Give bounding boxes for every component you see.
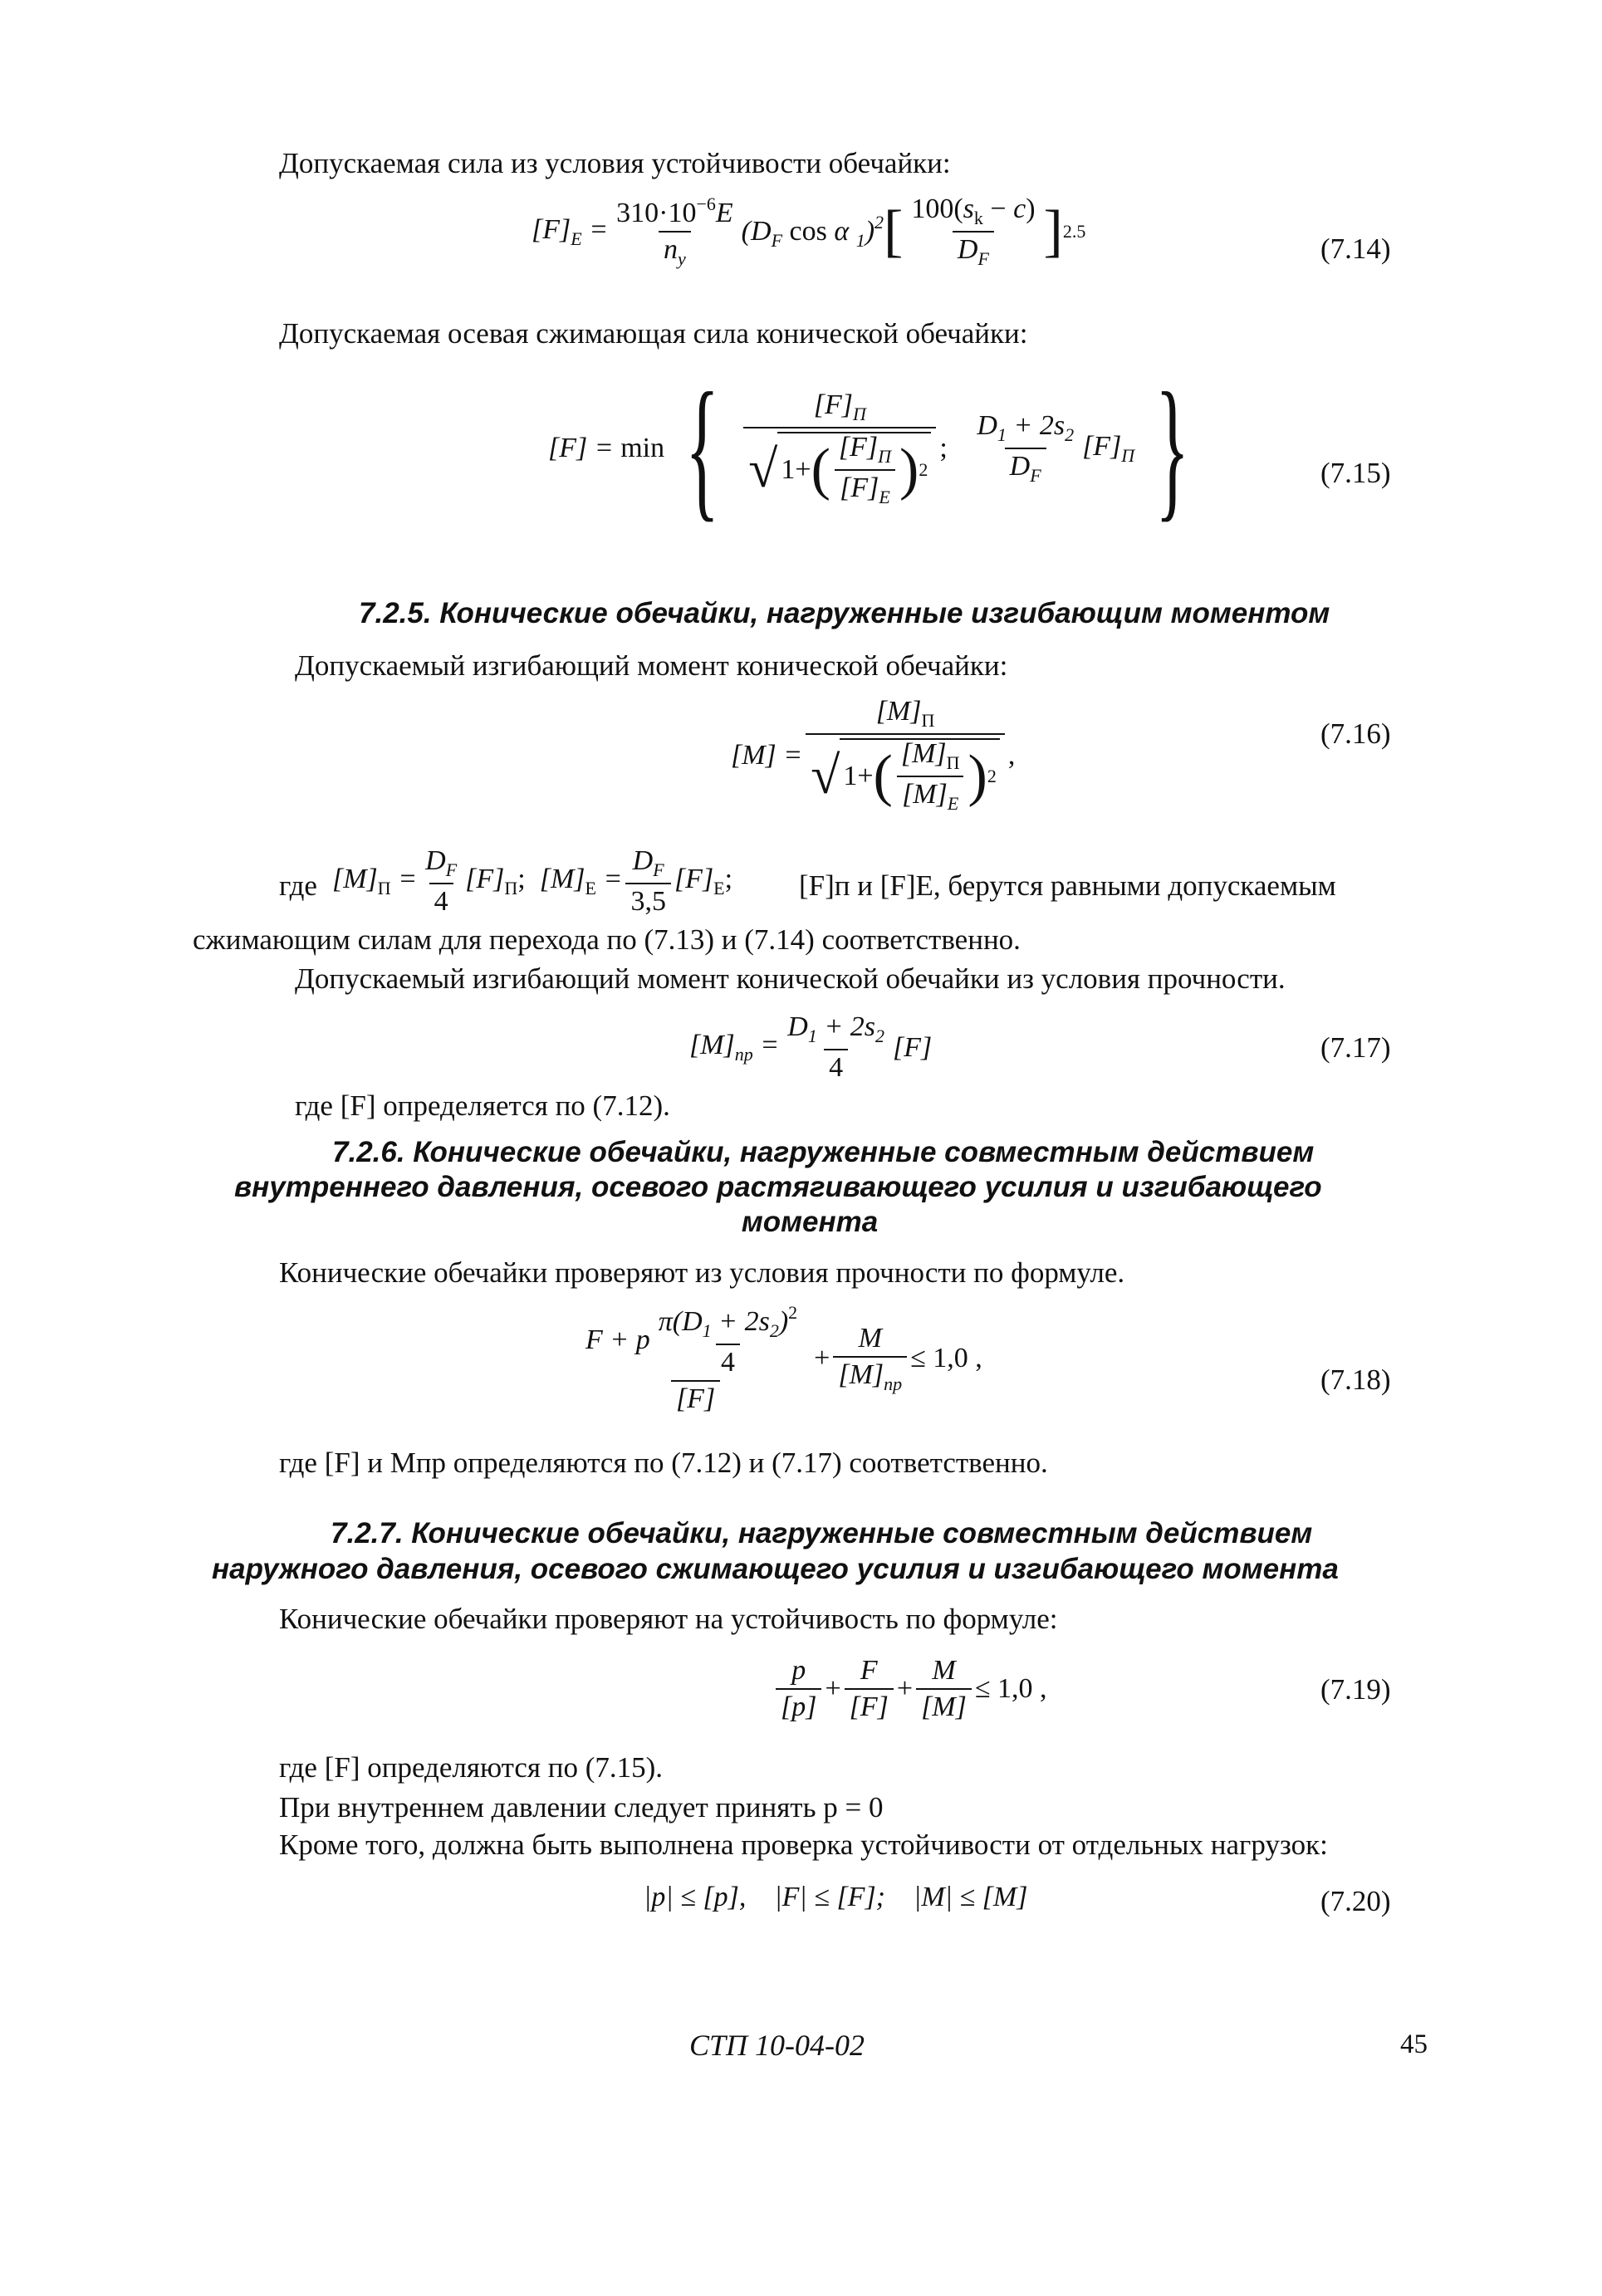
where-text-7-16: [F]п и [F]Е, берутся равными допускаемым (799, 869, 1336, 902)
formula-7-19: $\frac{p}{[p]}$ + $\frac{F}{[F]}$ + $\frac{M}{[M]}$ ≤ 1,0 , (772, 1657, 1047, 1721)
formula-where-moments: $[M]_П$ = $\frac{D_F}{4}$ $[F]_П$; $[M]_Е$ = $\frac{D_F}{3,5}$ $[F]_Е$; (332, 845, 733, 917)
paragraph-bending-moment: Допускаемый изгибающий момент конической обечайки: (295, 649, 1008, 682)
eq-number-7-15: (7.15) (1320, 457, 1391, 489)
section-heading-7-2-7-line1: 7.2.7. Конические обечайки, нагруженные совместным действием (331, 1517, 1313, 1549)
paragraph-stability-force: Допускаемая сила из условия устойчивости обечайки: (279, 147, 951, 179)
where-7-18: где [F] и Mпр определяются по (7.12) и (7.17) соответственно. (279, 1447, 1048, 1479)
where-7-17: где [F] определяется по (7.12). (295, 1089, 670, 1122)
eq-number-7-18: (7.18) (1320, 1363, 1391, 1396)
formula-7-16: [M] = $[M]_П$ √ 1+ ( $\frac{[M]_П}{[M]_E}$ ) 2 , (731, 696, 1016, 814)
footer-document-code: СТП 10-04-02 (689, 2029, 865, 2062)
section-heading-7-2-6-line2: внутреннего давления, осевого растягивающего усилия и изгибающего (234, 1171, 1322, 1203)
section-heading-7-2-6-line3: момента (741, 1206, 879, 1238)
paragraph-separate-loads: Кроме того, должна быть выполнена проверка устойчивости от отдельных нагрузок: (279, 1828, 1328, 1861)
paragraph-axial-force: Допускаемая осевая сжимающая сила конической обечайки: (279, 317, 1028, 350)
paragraph-strength-check: Конические обечайки проверяют из условия прочности по формуле. (279, 1256, 1125, 1289)
eq-number-7-17: (7.17) (1320, 1031, 1391, 1064)
eq-number-7-19: (7.19) (1320, 1673, 1391, 1706)
paragraph-stability-check: Конические обечайки проверяют на устойчивость по формуле: (279, 1603, 1058, 1635)
section-heading-7-2-6-line1: 7.2.6. Конические обечайки, нагруженные совместным действием (332, 1136, 1315, 1168)
formula-7-15: [F] = min { $[F]_П$ √ 1+ ( $\frac{[F]_П}{[F]_E}$ ) 2 ; $\frac{D_1 + 2s_2}{D_F}$ $[F]_П$ } (548, 361, 1190, 536)
where-continuation-7-16: сжимающим силам для перехода по (7.13) и (7.14) соответственно. (193, 923, 1021, 956)
where-label-7-16: где (279, 869, 317, 902)
where-7-19: где [F] определяются по (7.15). (279, 1751, 664, 1784)
formula-7-20: |p| ≤ [p], |F| ≤ [F]; |M| ≤ [M] (644, 1882, 1028, 1912)
footer-page-number: 45 (1400, 2029, 1428, 2059)
formula-7-17: $[M]_{пр}$ = $\frac{D_1 + 2s_2}{4}$ [F] (689, 1011, 933, 1083)
paragraph-strength-moment: Допускаемый изгибающий момент конической обечайки из условия прочности. (295, 962, 1286, 995)
formula-7-18: F + p $\frac{\pi(D_1 + 2s_2)^2}{4}$ [F] + $\frac{M}{[M]_{пр}}$ ≤ 1,0 , (585, 1302, 982, 1414)
section-heading-7-2-7-line2: наружного давления, осевого сжимающего усилия и изгибающего момента (212, 1553, 1339, 1585)
formula-7-14: $[F]_E$ = $\frac{310\cdot 10^{-6}E}{n_y}$ ($D_F$ cos α $_1$)$^2$ [ $\frac{100(s_k - c)}{D_F}$ ] 2.5 (532, 193, 1086, 269)
eq-number-7-14: (7.14) (1320, 233, 1391, 265)
eq-number-7-20: (7.20) (1320, 1885, 1391, 1917)
eq-number-7-16: (7.16) (1320, 717, 1391, 750)
section-heading-7-2-5: 7.2.5. Конические обечайки, нагруженные изгибающим моментом (359, 597, 1330, 629)
paragraph-internal-pressure: При внутреннем давлении следует принять p = 0 (279, 1791, 884, 1824)
